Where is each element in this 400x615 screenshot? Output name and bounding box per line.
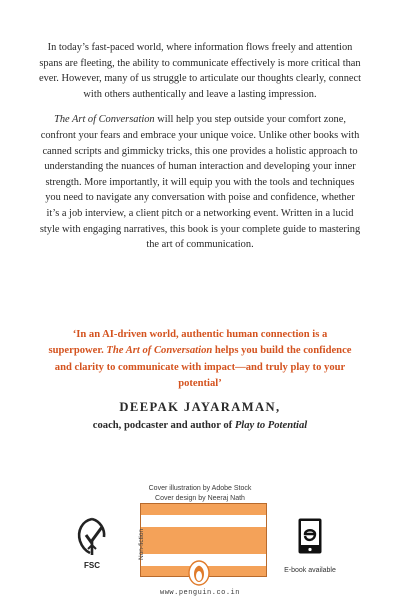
category-label: Non-fiction (138, 528, 145, 560)
ebook-e-icon (298, 518, 322, 554)
endorser-name: DEEPAK JAYARAMAN, (119, 400, 281, 414)
credit-illustration: Cover illustration by Adobe Stock (148, 485, 252, 492)
quote-text-start: ‘In an AI-driven world, authentic human connection is a superpower. (48, 329, 328, 357)
blurb-paragraph-1: In today’s fast-paced world, where information flows freely and attention spans are fleeting, the ability to communicate effectively is more critical than ever. However, many of us struggle to articulate our thoughts clearly, connect with others authentically and leave a lasting impression. (38, 42, 362, 100)
fsc-label: FSC (84, 561, 100, 570)
quote-text-end: helps you build the confidence and clarity to communicate with impact—and truly play to your potential’ (54, 345, 352, 390)
blurb-book-title: The Art of Conversation (54, 114, 155, 126)
fsc-tree-check-icon (72, 515, 112, 561)
blurb-paragraph-2-text: will help you step outside your comfort zone, confront your fears and embrace your unique voice. Unlike other books with canned scripts and gimmicky tricks, this one provides a holistic approach to understanding the nuances of human interaction and developing your inner strength. More importantly, it will equip you with the tools and techniques you need to navigate any conversation with poise and confidence, whether it’s a job interview, a client pitch or a networking event. Written in a lucid style with engaging narratives, this book is your complete guide to mastering the art of communication. (39, 114, 361, 251)
panel-stripe-top (141, 515, 266, 527)
publisher-url: www.penguin.co.in (160, 589, 240, 597)
ebook-label: E-book available (284, 567, 336, 574)
endorser-role-text: coach, podcaster and author of (92, 420, 235, 431)
endorser-book-title: Play to Potential (234, 420, 308, 431)
endorser-role (0, 420, 400, 431)
blurb-paragraph-2 (38, 112, 362, 252)
credit-design: Cover design by Neeraj Nath (155, 494, 245, 502)
quote-book-title: The Art of Conversation (106, 345, 213, 357)
endorsement-quote (44, 327, 356, 393)
penguin-icon (188, 560, 210, 586)
cover-credits (0, 484, 400, 503)
back-cover-blurb (38, 40, 362, 263)
